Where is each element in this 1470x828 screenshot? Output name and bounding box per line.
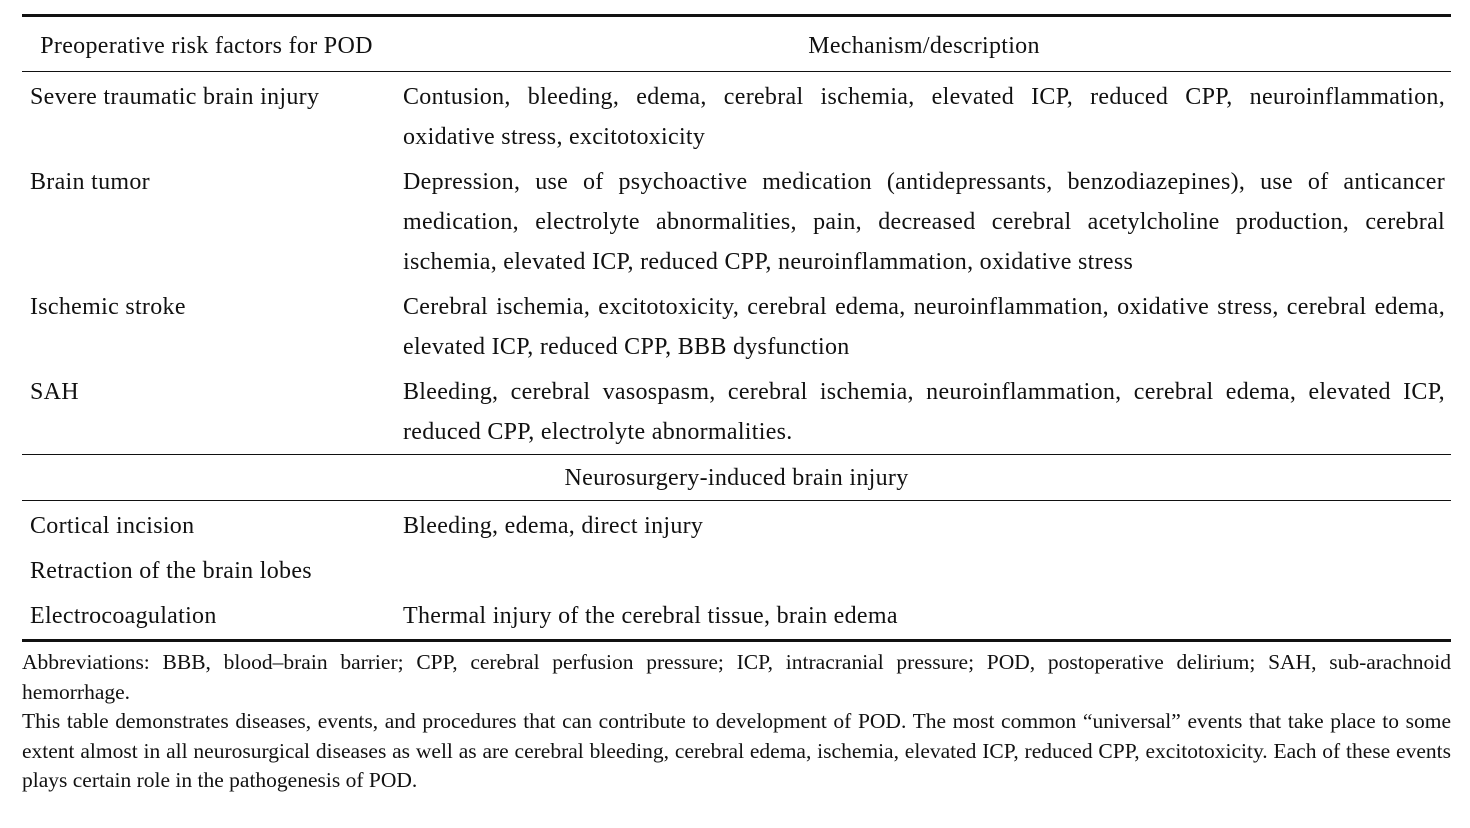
description-note: This table demonstrates diseases, events, and procedures that can contribute to development of POD. The most common “universal” events that take place to some extent almost in all neurosurgical diseases as well as are cerebral bleeding, cerebral edema, ischemia, elevated ICP, reduced CPP, excitotoxicity. Each of these events plays certain role in the pathogenesis of POD. bbox=[22, 709, 1451, 792]
mechanism-cell: Cerebral ischemia, excitotoxicity, cerebral edema, neuroinflammation, oxidative stress, cerebral edema, elevated ICP, reduced CPP, BBB dysfunction bbox=[403, 294, 1445, 360]
risk-factor-cell: Electrocoagulation bbox=[22, 593, 397, 641]
mechanism-cell: Depression, use of psychoactive medication (antidepressants, benzodiazepines), use of anticancer medication, electrolyte abnormalities, pain, decreased cerebral acetylcholine production, cerebral ischemia, elevated ICP, reduced CPP, neuroinflammation, oxidative stress bbox=[403, 169, 1445, 275]
table-row bbox=[22, 159, 1451, 284]
mechanism-cell: Bleeding, edema, direct injury bbox=[403, 513, 704, 539]
abbreviations-note: Abbreviations: BBB, blood–brain barrier; CPP, cerebral perfusion pressure; ICP, intracranial pressure; POD, postoperative delirium; SAH, sub-arachnoid hemorrhage. bbox=[22, 650, 1451, 704]
table-page bbox=[22, 14, 1451, 796]
table-row bbox=[22, 593, 1451, 641]
table-row bbox=[22, 548, 1451, 593]
mechanism-cell: Thermal injury of the cerebral tissue, brain edema bbox=[397, 593, 1451, 641]
table-row bbox=[22, 72, 1451, 160]
risk-factor-cell: Ischemic stroke bbox=[30, 294, 186, 320]
table-footnotes bbox=[22, 648, 1451, 796]
risk-factor-cell: SAH bbox=[30, 379, 79, 405]
header-risk-factors: Preoperative risk factors for POD bbox=[22, 16, 397, 72]
table-row bbox=[22, 369, 1451, 455]
table-row bbox=[22, 284, 1451, 369]
mechanism-cell bbox=[397, 548, 1451, 593]
risk-factor-table bbox=[22, 14, 1451, 642]
section-heading-row bbox=[22, 455, 1451, 501]
risk-factor-cell: Brain tumor bbox=[30, 169, 150, 195]
risk-factor-cell: Severe traumatic brain injury bbox=[30, 84, 320, 110]
header-mechanism: Mechanism/description bbox=[397, 16, 1451, 72]
table-row bbox=[22, 501, 1451, 549]
mechanism-cell: Contusion, bleeding, edema, cerebral ischemia, elevated ICP, reduced CPP, neuroinflammation, oxidative stress, excitotoxicity bbox=[403, 84, 1445, 150]
risk-factor-cell: Retraction of the brain lobes bbox=[30, 558, 312, 584]
mechanism-cell: Bleeding, cerebral vasospasm, cerebral ischemia, neuroinflammation, cerebral edema, elevated ICP, reduced CPP, electrolyte abnormalities. bbox=[403, 379, 1445, 445]
section-heading: Neurosurgery-induced brain injury bbox=[22, 455, 1451, 501]
risk-factor-cell: Cortical incision bbox=[30, 513, 195, 539]
table-header-row bbox=[22, 16, 1451, 72]
